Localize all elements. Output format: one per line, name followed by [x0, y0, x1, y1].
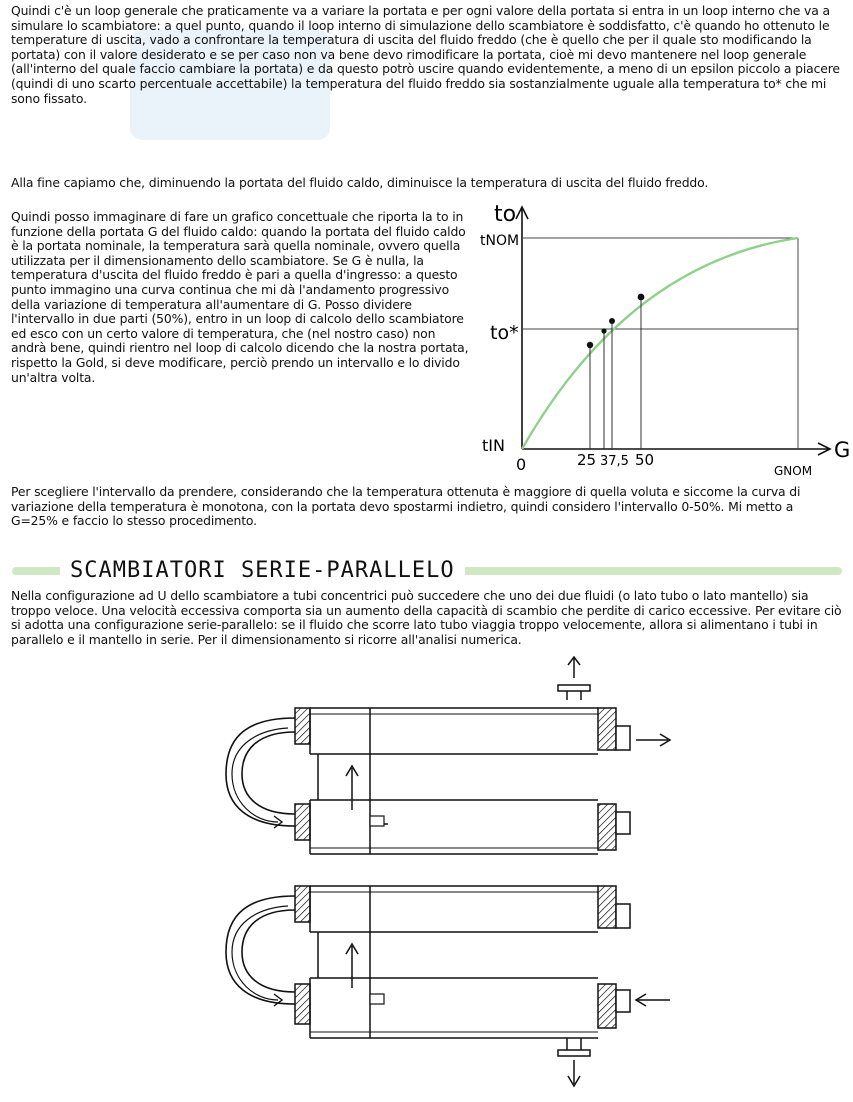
- y-axis-label: to: [494, 202, 517, 227]
- paragraph-interval-choice: Per scegliere l'intervallo da prendere, considerando che la temperatura ottenuta è maggiore di quella voluta e siccome la curva di variazione della temperatura è monotona, con la portata devo spostarmi indietro, quindi considero l'intervallo 0-50%. Mi metto a G=25% e faccio lo stesso procedimento.: [11, 484, 801, 529]
- point-g50: [638, 294, 645, 301]
- series-parallel-exchanger-diagram: [218, 656, 678, 1098]
- paragraph-graph-explanation: Quindi posso immaginare di fare un grafico concettuale che riporta la to in funzione della portata G del fluido caldo: quando la portata del fluido caldo è la portata nominale, la temperatura sarà quella nominale, ovvero quella utilizzata per il dimensionamento dello scambiatore. Se G è nulla, la temperatura d'uscita del fluido freddo è pari a quella d'ingresso: a questo punto immagino una curva continua che mi dà l'andamento progressivo della variazione di temperatura all'aumentare di G. Posso dividere l'intervallo in due parti (50%), entro in un loop di calcolo dello scambiatore ed esco con un certo valore di temperatura, che (nel nostro caso) non andrà bene, quindi rientro nel loop di calcolo dicendo che la nostra portata, rispetto la Gold, si deve modificare, perciò prendo un intervallo e lo divido un'altra volta.: [11, 209, 469, 385]
- paragraph-loop-description: Quindi c'è un loop generale che praticamente va a variare la portata e per ogni valore della portata si entra in un loop interno che va a simulare lo scambiatore: a quel punto, quando il loop interno di simulazione dello scambiatore è soddisfatto, c'è quando ho ottenuto le temperature di uscita, vado a confrontare la temperatura di uscita del fluido freddo (che è quello che per il quale sto modificando la portata) con il valore desiderato e se per caso non va bene devo rimodificare la portata, cioè mi devo mantenere nel loop generale (all'interno del quale faccio cambiare la portata) e da questo potrò uscire quando evidentemente, a meno di un epsilon piccolo a piacere (quindi di uno scarto percentuale accettabile) la temperatura del fluido freddo sia sostanzialmente uguale alla temperatura to* che mi sono fissato.: [11, 3, 840, 106]
- top-nozzle: [558, 657, 590, 700]
- paragraph-series-parallel: Nella configurazione ad U dello scambiatore a tubi concentrici può succedere che uno dei due fluidi (o lato tubo o lato mantello) sia troppo veloce. Una velocità eccessiva comporta sia un aumento della capacità di scambio che perdite di carico eccessive. Per evitare ciò si adotta una configurazione serie-parallelo: se il fluido che scorre lato tubo viaggia troppo velocemente, allora si alimentano i tubi in parallelo e il mantello in serie. Per il dimensionamento si ricorre all'analisi numerica.: [11, 588, 842, 647]
- point-g37: [601, 328, 606, 333]
- bottom-nozzle: [558, 1038, 590, 1086]
- paragraph-conclusion: Alla fine capiamo che, diminuendo la portata del fluido caldo, diminuisce la temperatura di uscita del fluido freddo.: [11, 175, 709, 190]
- lower-shell: [295, 886, 670, 1038]
- label-tnom: tNOM: [480, 233, 520, 249]
- section-title: SCAMBIATORI SERIE-PARALLELO: [60, 558, 465, 583]
- label-g25: 25: [577, 451, 597, 469]
- label-gnom: GNOM: [774, 464, 813, 478]
- point-g25: [587, 342, 593, 348]
- label-g375: 37,5: [600, 454, 629, 469]
- label-tin: tIN: [482, 436, 505, 455]
- label-origin: 0: [516, 455, 527, 474]
- label-g50: 50: [635, 451, 655, 469]
- upper-u-bend: [226, 718, 295, 828]
- upper-shell: [295, 708, 670, 854]
- label-target-temp: to*: [490, 322, 519, 344]
- x-axis-label: G: [834, 438, 851, 462]
- lower-u-bend: [226, 896, 295, 1006]
- point-g375: [609, 318, 615, 324]
- temperature-vs-flow-graph: [478, 193, 853, 483]
- temperature-curve: [522, 238, 798, 449]
